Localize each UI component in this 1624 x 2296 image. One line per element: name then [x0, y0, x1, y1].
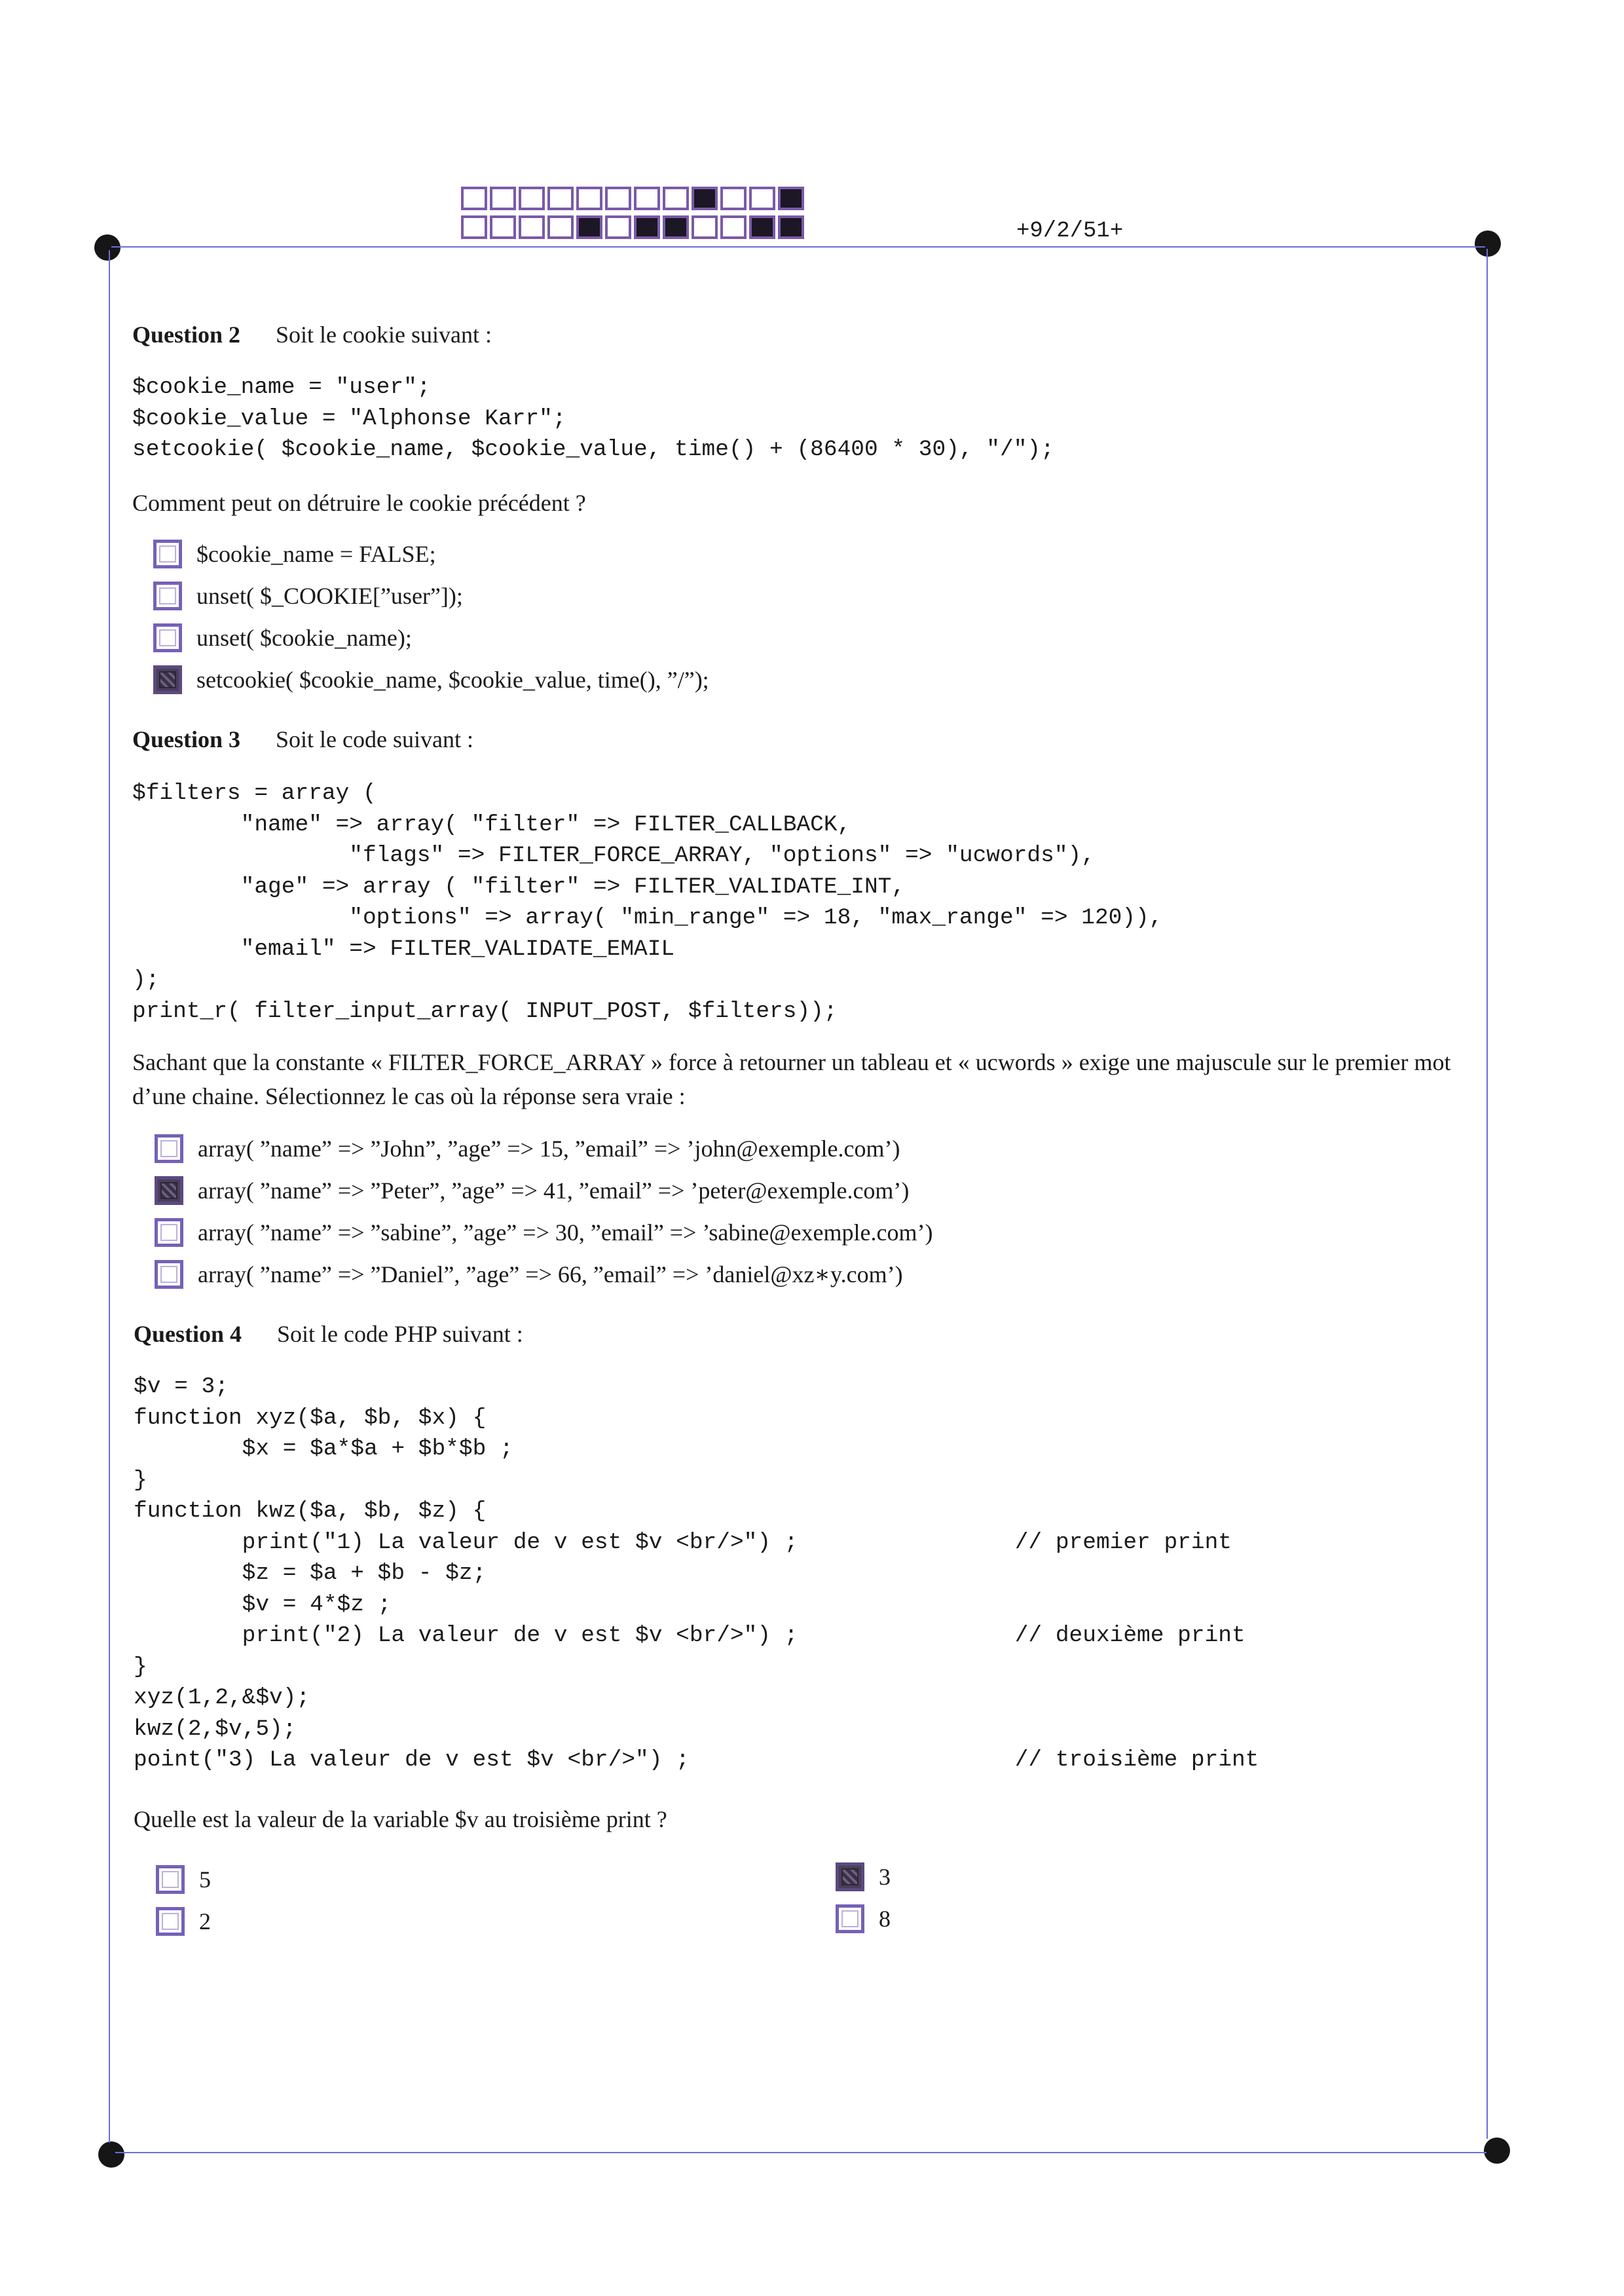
question-2-choice-4[interactable]	[153, 659, 709, 701]
question-2-choice-1[interactable]	[153, 533, 709, 575]
question-4-code: $v = 3; function xyz($a, $b, $x) { $x = $a*$a + $b*$b ; } function kwz($a, $b, $z) { print("1) La valeur de v est $v <br/>") ; // premier print $z = $a + $b - $z; $v = 4*$z ; print("2) La valeur de v est $v <br/>") ; // deuxième print } xyz(1,2,&$v); kwz(2,$v,5); point("3) La valeur de v est $v <br/>") ; // troisième print	[134, 1374, 1259, 1773]
frame-left-line	[109, 250, 110, 2143]
frame-right-line	[1486, 249, 1488, 2139]
barcode-cell	[778, 187, 804, 210]
checkbox[interactable]	[155, 1260, 183, 1289]
barcode-cell	[576, 215, 602, 239]
question-3-choice-2[interactable]	[155, 1170, 932, 1212]
barcode-cell	[692, 215, 718, 239]
barcode-cell	[461, 215, 487, 239]
checkbox[interactable]	[156, 1907, 185, 1936]
question-4-choices-left	[156, 1859, 211, 1942]
question-2-choice-3[interactable]	[153, 617, 709, 659]
barcode-cell	[663, 187, 689, 210]
question-4-left-choice-2[interactable]	[156, 1900, 211, 1942]
question-3-code: $filters = array ( "name" => array( "filter" => FILTER_CALLBACK, "flags" => FILTER_FORCE_ARRAY, "options" => "ucwords"), "age" => array ( "filter" => FILTER_VALIDATE_INT, "options" => array( "min_range" => 18, "max_range" => 120)), "email" => FILTER_VALIDATE_EMAIL ); print_r( filter_input_array( INPUT_POST, $filters));	[132, 781, 1163, 1024]
question-4-heading	[134, 1320, 523, 1348]
barcode-cell	[519, 187, 545, 210]
question-4-right-choice-1[interactable]	[836, 1856, 891, 1898]
frame-bottom-line	[115, 2152, 1486, 2153]
frame-top-line	[111, 246, 1485, 248]
question-2-code: $cookie_name = "user"; $cookie_value = "Alphonse Karr"; setcookie( $cookie_name, $cookie_value, time() + (86400 * 30), "/");	[132, 375, 1054, 462]
checked-checkbox[interactable]	[836, 1862, 864, 1891]
question-3-choice-1[interactable]	[155, 1128, 932, 1170]
barcode-cell	[749, 215, 775, 239]
choice-label: unset( $_COOKIE[”user”]);	[196, 583, 463, 609]
corner-mark-bottom-left	[98, 2141, 124, 2168]
checkbox[interactable]	[155, 1134, 183, 1163]
choice-label: array( ”name” => ”Peter”, ”age” => 41, ”email” => ’peter@exemple.com’)	[198, 1177, 910, 1204]
checkbox[interactable]	[153, 540, 182, 568]
question-2-choice-2[interactable]	[153, 575, 709, 617]
corner-mark-top-right	[1475, 231, 1501, 257]
barcode-cell	[490, 215, 516, 239]
barcode-row-2	[461, 215, 804, 239]
barcode-cell	[720, 187, 747, 210]
question-2-title: Soit le cookie suivant :	[276, 322, 492, 348]
question-3-heading	[132, 726, 473, 753]
question-2-choices	[153, 533, 709, 701]
choice-label: $cookie_name = FALSE;	[196, 541, 436, 567]
question-3-title: Soit le code suivant :	[276, 726, 473, 752]
corner-mark-top-left	[94, 234, 120, 261]
checked-checkbox[interactable]	[155, 1176, 183, 1205]
barcode-cell	[519, 215, 545, 239]
choice-label: 5	[199, 1866, 211, 1893]
barcode-cell	[547, 215, 574, 239]
choice-label: array( ”name” => ”Daniel”, ”age” => 66, ”email” => ’daniel@xz∗y.com’)	[198, 1261, 903, 1287]
checkbox[interactable]	[836, 1904, 864, 1933]
barcode-cell	[547, 187, 574, 210]
choice-label: 8	[879, 1906, 891, 1932]
barcode-cell	[720, 215, 747, 239]
barcode-cell	[605, 187, 631, 210]
question-4-prompt: Quelle est la valeur de la variable $v au troisième print ?	[134, 1806, 667, 1832]
barcode-cell	[461, 187, 487, 210]
checkbox[interactable]	[156, 1865, 185, 1894]
page-id: +9/2/51+	[1016, 219, 1124, 244]
choice-label: 2	[199, 1908, 211, 1935]
question-2-prompt: Comment peut on détruire le cookie précédent ?	[132, 490, 586, 516]
question-4-choices-right	[836, 1856, 891, 1940]
question-3-prompt: Sachant que la constante « FILTER_FORCE_ARRAY » force à retourner un tableau et « ucwords » exige une majuscule sur le premier mot d’une chaine. Sélectionnez le cas où la réponse sera vraie :	[132, 1049, 1451, 1109]
question-4-right-choice-2[interactable]	[836, 1898, 891, 1940]
question-2-heading	[132, 321, 492, 348]
barcode-cell	[663, 215, 689, 239]
question-3-choice-4[interactable]	[155, 1253, 932, 1295]
question-3-choices	[155, 1128, 932, 1295]
barcode-cell	[778, 215, 804, 239]
barcode-cell	[634, 215, 660, 239]
question-4-left-choice-1[interactable]	[156, 1859, 211, 1900]
question-4-label: Question 4	[134, 1321, 242, 1347]
barcode-cell	[634, 187, 660, 210]
question-3-label: Question 3	[132, 726, 241, 752]
checked-checkbox[interactable]	[153, 665, 182, 694]
checkbox[interactable]	[153, 623, 182, 652]
checkbox[interactable]	[153, 582, 182, 610]
barcode-row-1	[461, 187, 804, 210]
barcode-cell	[576, 187, 602, 210]
choice-label: array( ”name” => ”sabine”, ”age” => 30, ”email” => ’sabine@exemple.com’)	[198, 1219, 933, 1246]
barcode-cell	[605, 215, 631, 239]
question-2-label: Question 2	[132, 322, 241, 348]
choice-label: 3	[879, 1864, 891, 1890]
barcode-cell	[749, 187, 775, 210]
choice-label: array( ”name” => ”John”, ”age” => 15, ”email” => ’john@exemple.com’)	[198, 1136, 900, 1162]
checkbox[interactable]	[155, 1218, 183, 1247]
question-4-title: Soit le code PHP suivant :	[277, 1321, 523, 1347]
barcode-cell	[490, 187, 516, 210]
choice-label: setcookie( $cookie_name, $cookie_value, time(), ”/”);	[196, 667, 709, 693]
choice-label: unset( $cookie_name);	[196, 625, 412, 651]
corner-mark-bottom-right	[1484, 2138, 1510, 2164]
question-3-choice-3[interactable]	[155, 1212, 932, 1253]
barcode-cell	[692, 187, 718, 210]
